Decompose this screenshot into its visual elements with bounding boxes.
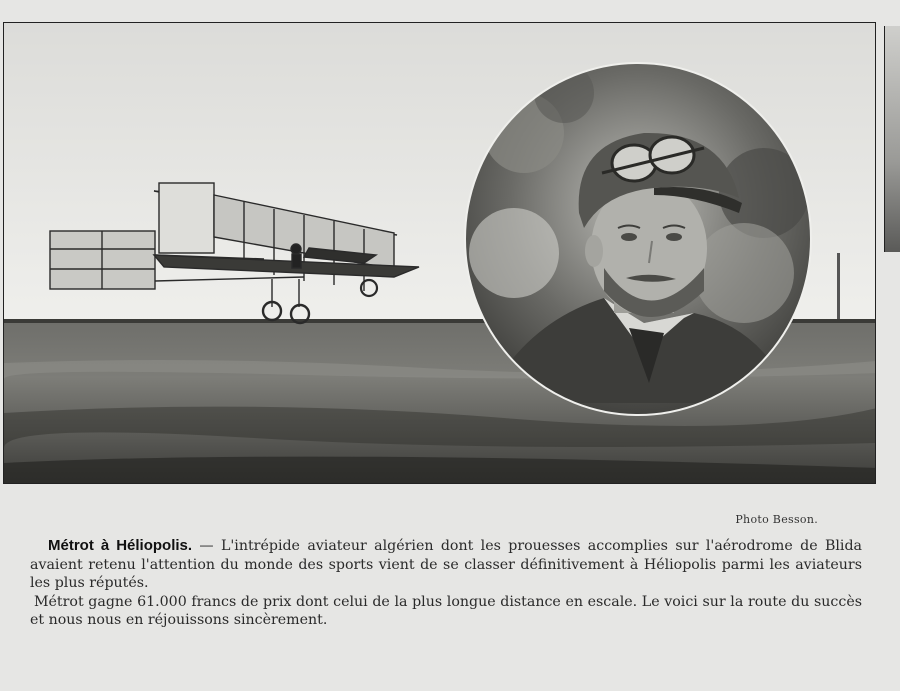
photo-credit: Photo Besson. — [735, 513, 818, 526]
photograph — [3, 22, 876, 484]
adjacent-photo-edge — [884, 26, 900, 252]
caption-headline: Métrot à Héliopolis. — [48, 537, 193, 554]
caption-text-1: L'intrépide aviateur algérien dont les prouesses accomplies sur l'aérodrome de Blida avaient retenu l'attention du monde des sports vient de se classer définitivement à Héliopolis parmi les aviateurs les plus réputés. — [30, 538, 862, 591]
photo-scene — [4, 23, 876, 484]
photo-caption — [30, 537, 862, 630]
caption-paragraph-1 — [30, 537, 862, 593]
caption-dash: — — [192, 538, 221, 554]
caption-paragraph-2: Métrot gagne 61.000 francs de prix dont celui de la plus longue distance en escale. Le voici sur la route du succès et nous nous en réjouissons sincèrement. — [30, 593, 862, 628]
